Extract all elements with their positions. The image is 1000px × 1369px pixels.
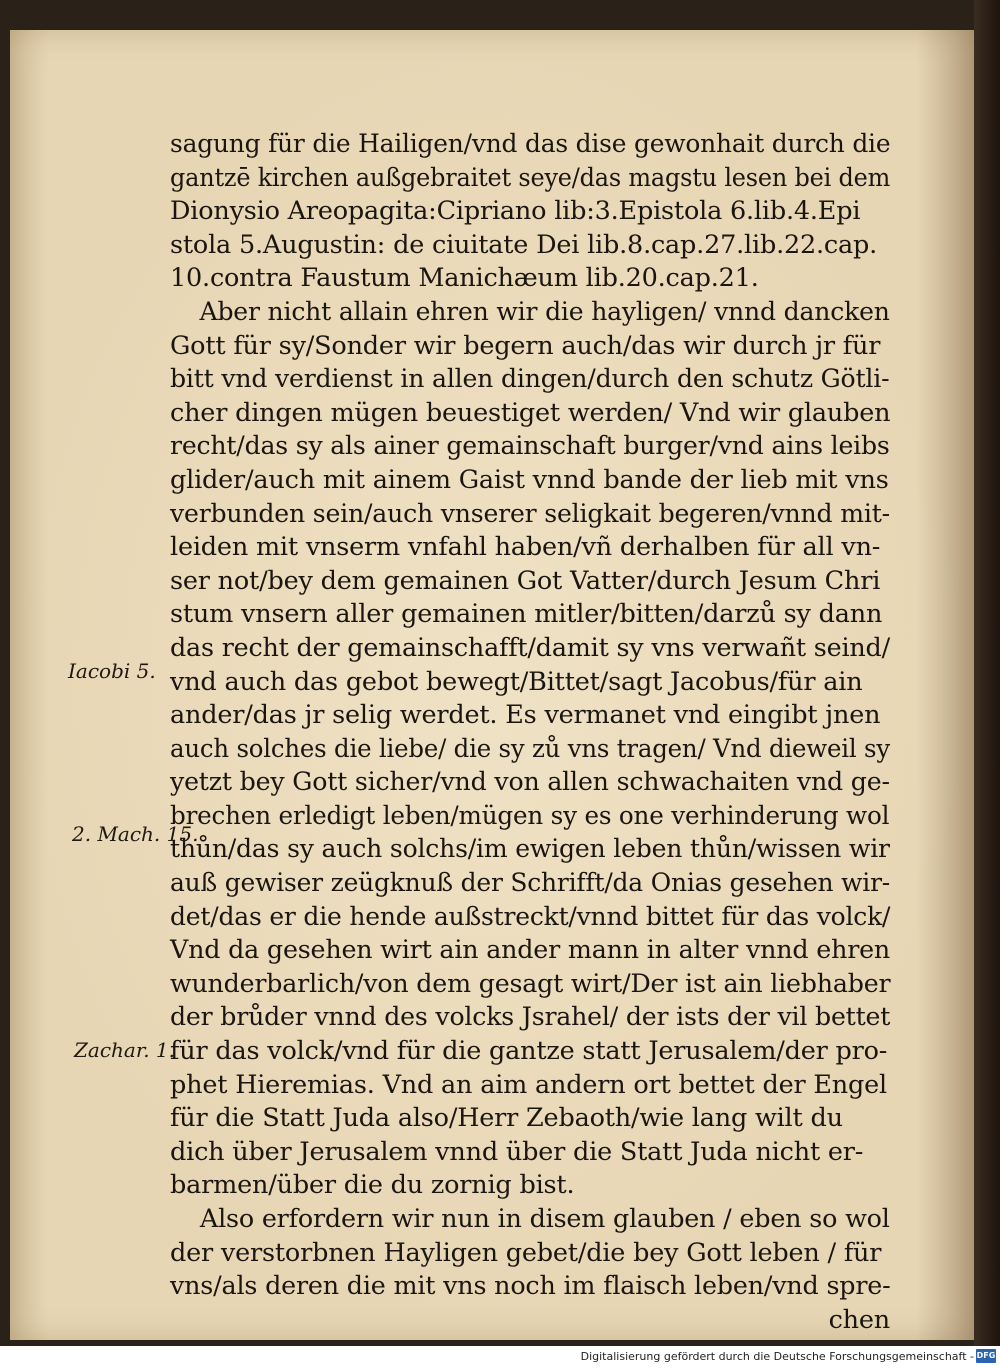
text-line: wunderbarlich/von dem gesagt wirt/Der ist ain liebhaber (170, 968, 891, 999)
text-line: barmen/über die du zornig bist. (170, 1170, 575, 1201)
text-line: für das volck/vnd für die gantze statt Jerusalem/der pro- (170, 1036, 888, 1067)
text-line: der verstorbnen Hayligen gebet/die bey Gott leben / für (170, 1237, 882, 1268)
book-spine-edge (974, 0, 1000, 1346)
text-line: thůn/das sy auch solchs/im ewigen leben thůn/wissen wir (170, 834, 890, 865)
text-line: Also erfordern wir nun in disem glauben / eben so wol (199, 1204, 890, 1234)
text-line: sagung für die Hailigen/vnd das dise gewonhait durch die (170, 129, 891, 159)
dfg-logo-icon: DFG (976, 1349, 996, 1363)
text-line: Dionysio Areopagita:Cipriano lib:3.Epistola 6.lib.4.Epi (170, 196, 861, 227)
text-line: das recht der gemainschafft/damit sy vns verwañt seind/ (170, 632, 890, 663)
text-line: yetzt bey Gott sicher/vnd von allen schwachaiten vnd ge- (170, 767, 890, 798)
text-line: leiden mit vnserm vnfahl haben/vñ derhalben für all vn- (170, 532, 881, 563)
text-line: recht/das sy als ainer gemainschaft burger/vnd ains leibs (170, 431, 890, 462)
footer-credit: Digitalisierung gefördert durch die Deutsche Forschungsgemeinschaft - (580, 1350, 974, 1363)
text-line: Aber nicht allain ehren wir die hayligen/ vnnd dancken (199, 296, 890, 327)
digitization-footer (0, 1346, 1000, 1369)
text-line: gantzē kirchen außgebraitet seye/das magstu lesen bei dem (170, 162, 891, 193)
text-line: ser not/bey dem gemainen Got Vatter/durch Jesum Chri (170, 565, 881, 596)
text-line: glider/auch mit ainem Gaist vnnd bande der lieb mit vns (170, 464, 889, 495)
text-line: auß gewiser zeügknuß der Schrifft/da Onias gesehen wir- (170, 868, 891, 899)
text-line: für die Statt Juda also/Herr Zebaoth/wie lang wilt du (170, 1103, 843, 1134)
text-line: vnd auch das gebot bewegt/Bittet/sagt Jacobus/für ain (170, 666, 863, 697)
text-line: dich über Jerusalem vnnd über die Statt Juda nicht er- (170, 1136, 864, 1167)
text-line: Vnd da gesehen wirt ain ander mann in alter vnnd ehren (170, 935, 891, 966)
text-line: auch solches die liebe/ die sy zů vns tragen/ Vnd dieweil sy (170, 733, 890, 764)
catchword: chen (828, 1304, 890, 1335)
text-line: 10.contra Faustum Manichæum lib.20.cap.21. (170, 263, 759, 294)
page-text (170, 128, 890, 1337)
text-line: cher dingen mügen beuestiget werden/ Vnd wir glauben (170, 397, 891, 428)
text-line: verbunden sein/auch vnserer seligkait begeren/vnnd mit- (170, 498, 890, 529)
text-line: brechen erledigt leben/mügen sy es one verhinderung wol (170, 800, 890, 831)
text-line: ander/das jr selig werdet. Es vermanet vnd eingibt jnen (170, 700, 881, 731)
text-line: bitt vnd verdienst in allen dingen/durch den schutz Götli- (170, 364, 890, 395)
text-line: stum vnsern aller gemainen mitler/bitten/darzů sy dann (170, 599, 883, 630)
text-line: stola 5.Augustin: de ciuitate Dei lib.8.cap.27.lib.22.cap. (170, 229, 878, 260)
text-line: vns/als deren die mit vns noch im flaisch leben/vnd spre- (170, 1271, 891, 1302)
text-line: phet Hieremias. Vnd an aim andern ort bettet der Engel (170, 1069, 887, 1100)
margin-note-jacobi: Iacobi 5. (68, 659, 156, 683)
text-line: der brůder vnnd des volcks Jsrahel/ der ists der vil bettet (170, 1002, 891, 1033)
margin-note-zacharias: Zachar. 1. (74, 1038, 175, 1062)
margin-note-machabees: 2. Mach. 15. (72, 822, 199, 846)
text-line: det/das er die hende außstreckt/vnnd bittet für das volck/ (170, 901, 891, 932)
text-line: Gott für sy/Sonder wir begern auch/das wir durch jr für (170, 330, 881, 361)
